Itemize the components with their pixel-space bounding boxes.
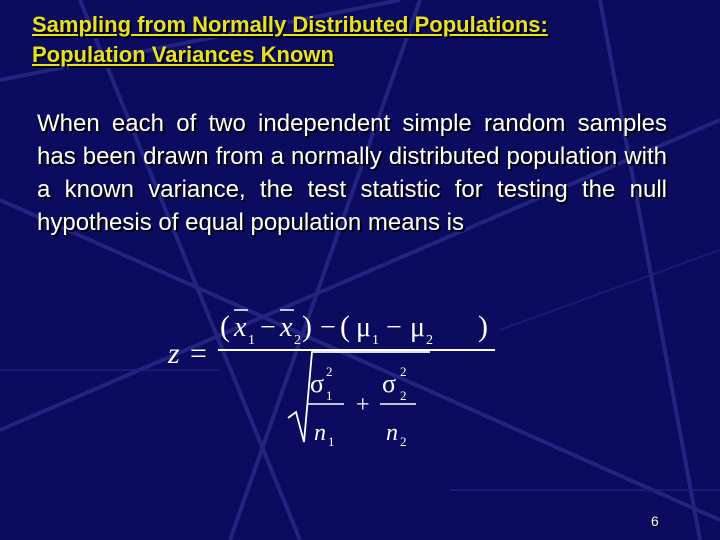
title-line-2: Population Variances Known <box>32 42 334 67</box>
den-sigma1-sub: 1 <box>326 388 333 403</box>
num-mu1-sub: 1 <box>372 333 379 348</box>
num-mu2-sub: 2 <box>426 333 433 348</box>
num-minus-1: − <box>260 312 276 343</box>
den-plus: + <box>356 392 370 418</box>
den-sigma2-sup: 2 <box>400 364 407 379</box>
title-line-1: Sampling from Normally Distributed Populations: <box>32 12 548 37</box>
num-mu1: μ <box>356 312 372 343</box>
body-paragraph: When each of two independent simple random samples has been drawn from a normally distributed population with a known variance, the test statistic for testing the null hypothesis of equal population means is <box>37 110 667 236</box>
formula-z: z <box>168 337 180 370</box>
den-n1: n <box>314 420 326 446</box>
den-sigma2-sub: 2 <box>400 388 407 403</box>
den-n1-sub: 1 <box>328 434 335 449</box>
slide-title <box>32 10 702 70</box>
formula-equals: = <box>190 337 207 370</box>
num-sub2: 2 <box>294 333 301 348</box>
den-sigma2: σ <box>382 369 397 398</box>
den-sigma1-sup: 2 <box>326 364 333 379</box>
den-sigma1: σ <box>310 369 325 398</box>
test-statistic-formula <box>160 300 520 460</box>
num-rparen-2: ) <box>478 310 488 343</box>
den-n2: n <box>386 420 398 446</box>
den-n2-sub: 2 <box>400 434 407 449</box>
num-minus-3: − <box>386 312 402 343</box>
num-sub1: 1 <box>248 333 255 348</box>
num-minus-2: − <box>320 312 336 343</box>
page-number: 6 <box>651 513 659 529</box>
num-lparen-1: ( <box>220 310 230 343</box>
num-rparen-1: ) <box>302 310 312 343</box>
num-xbar1: x <box>234 312 247 343</box>
num-lparen-2: ( <box>340 310 350 343</box>
num-mu2: μ <box>410 312 426 343</box>
num-xbar2: x <box>280 312 293 343</box>
